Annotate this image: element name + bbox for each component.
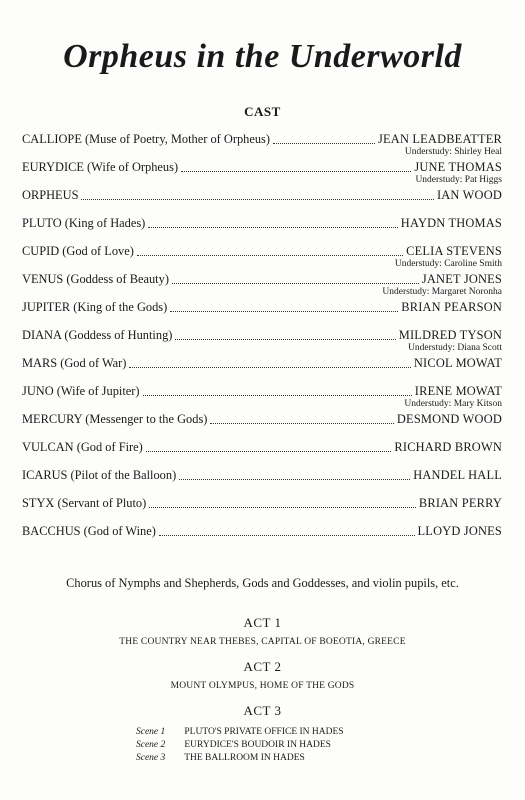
dot-leader [146, 450, 392, 452]
cast-line [22, 495, 502, 511]
cast-line [22, 131, 502, 147]
act-setting: THE COUNTRY NEAR THEBES, CAPITAL OF BOEOTIA, GREECE [119, 637, 406, 647]
cast-row [22, 131, 502, 159]
scene-item [136, 726, 436, 739]
scene-text: THE BALLROOM IN HADES [184, 753, 305, 763]
cast-list [22, 131, 502, 551]
cast-row [22, 187, 502, 215]
cast-line [22, 355, 502, 371]
act-title: ACT 3 [243, 703, 282, 718]
cast-line [22, 159, 502, 175]
actor-name: IAN WOOD [436, 188, 502, 202]
role-name: JUNO (Wife of Jupiter) [22, 384, 140, 398]
cast-row [22, 439, 502, 467]
understudy-note: Understudy: Mary Kitson [404, 399, 502, 409]
cast-row [22, 467, 502, 495]
role-name: BACCHUS (God of Wine) [22, 524, 156, 538]
actor-name: HAYDN THOMAS [400, 216, 502, 230]
actor-name: MILDRED TYSON [398, 328, 502, 342]
role-name: EURYDICE (Wife of Orpheus) [22, 160, 179, 174]
role-name: VENUS (Goddess of Beauty) [22, 272, 169, 286]
scene-item [136, 752, 436, 765]
role-name: ICARUS (Pilot of the Balloon) [22, 468, 177, 482]
dot-leader [181, 170, 411, 172]
role-name: JUPITER (King of the Gods) [22, 300, 168, 314]
dot-leader [179, 478, 410, 480]
actor-name: RICHARD BROWN [394, 440, 502, 454]
understudy-note: Understudy: Shirley Heal [404, 147, 502, 157]
cast-line [22, 299, 502, 315]
role-name: CUPID (God of Love) [22, 244, 134, 258]
cast-row [22, 411, 502, 439]
actor-name: JUNE THOMAS [414, 160, 502, 174]
dot-leader [170, 310, 398, 312]
role-name: MARS (God of War) [22, 356, 127, 370]
actor-name: DESMOND WOOD [396, 412, 502, 426]
act-3-block [0, 703, 525, 719]
act-1-block [0, 615, 525, 647]
role-name: ORPHEUS [22, 188, 79, 202]
cast-row [22, 495, 502, 523]
role-name: STYX (Servant of Pluto) [22, 496, 147, 510]
cast-line [22, 187, 502, 203]
actor-name: HANDEL HALL [413, 468, 502, 482]
act-title: ACT 1 [243, 615, 282, 630]
cast-line [22, 271, 502, 287]
actor-name: BRIAN PERRY [418, 496, 502, 510]
role-name: VULCAN (God of Fire) [22, 440, 143, 454]
dot-leader [148, 226, 397, 228]
understudy-note: Understudy: Margaret Noronha [382, 287, 502, 297]
actor-name: NICOL MOWAT [413, 356, 502, 370]
cast-row [22, 327, 502, 355]
dot-leader [149, 506, 416, 508]
dot-leader [172, 282, 419, 284]
role-name: MERCURY (Messenger to the Gods) [22, 412, 208, 426]
actor-name: CELIA STEVENS [406, 244, 502, 258]
page-title: Orpheus in the Underworld [63, 38, 462, 75]
dot-leader [129, 366, 410, 368]
scene-item [136, 739, 436, 752]
scene-text: PLUTO'S PRIVATE OFFICE IN HADES [184, 727, 344, 737]
understudy-note: Understudy: Diana Scott [408, 343, 502, 353]
role-name: PLUTO (King of Hades) [22, 216, 146, 230]
cast-row [22, 383, 502, 411]
cast-line [22, 439, 502, 455]
cast-row [22, 159, 502, 187]
cast-line [22, 467, 502, 483]
dot-leader [143, 394, 412, 396]
cast-row [22, 355, 502, 383]
dot-leader [210, 422, 394, 424]
dot-leader [159, 534, 415, 536]
scene-label: Scene 3 [136, 753, 166, 763]
actor-name: JEAN LEADBEATTER [378, 132, 502, 146]
cast-line [22, 327, 502, 343]
dot-leader [175, 338, 395, 340]
actor-name: IRENE MOWAT [414, 384, 502, 398]
cast-heading: CAST [244, 104, 281, 119]
cast-row [22, 299, 502, 327]
cast-row [22, 271, 502, 299]
role-name: CALLIOPE (Muse of Poetry, Mother of Orpheus) [22, 132, 270, 146]
dot-leader [273, 142, 375, 144]
actor-name: BRIAN PEARSON [401, 300, 502, 314]
dot-leader [81, 198, 433, 200]
cast-line [22, 523, 502, 539]
cast-line [22, 383, 502, 399]
actor-name: LLOYD JONES [417, 524, 502, 538]
scene-label: Scene 2 [136, 740, 166, 750]
chorus-note: Chorus of Nymphs and Shepherds, Gods and Goddesses, and violin pupils, etc. [66, 576, 459, 590]
act-title: ACT 2 [243, 659, 282, 674]
act-setting: MOUNT OLYMPUS, HOME OF THE GODS [170, 681, 355, 691]
cast-row [22, 523, 502, 551]
scene-label: Scene 1 [136, 727, 166, 737]
role-name: DIANA (Goddess of Hunting) [22, 328, 173, 342]
understudy-note: Understudy: Caroline Smith [394, 259, 502, 269]
scene-text: EURYDICE'S BOUDOIR IN HADES [184, 740, 331, 750]
understudy-note: Understudy: Pat Higgs [415, 175, 502, 185]
cast-line [22, 243, 502, 259]
actor-name: JANET JONES [421, 272, 502, 286]
cast-row [22, 243, 502, 271]
scene-list [136, 726, 436, 765]
cast-line [22, 215, 502, 231]
dot-leader [137, 254, 403, 256]
act-2-block [0, 659, 525, 691]
cast-row [22, 215, 502, 243]
cast-line [22, 411, 502, 427]
